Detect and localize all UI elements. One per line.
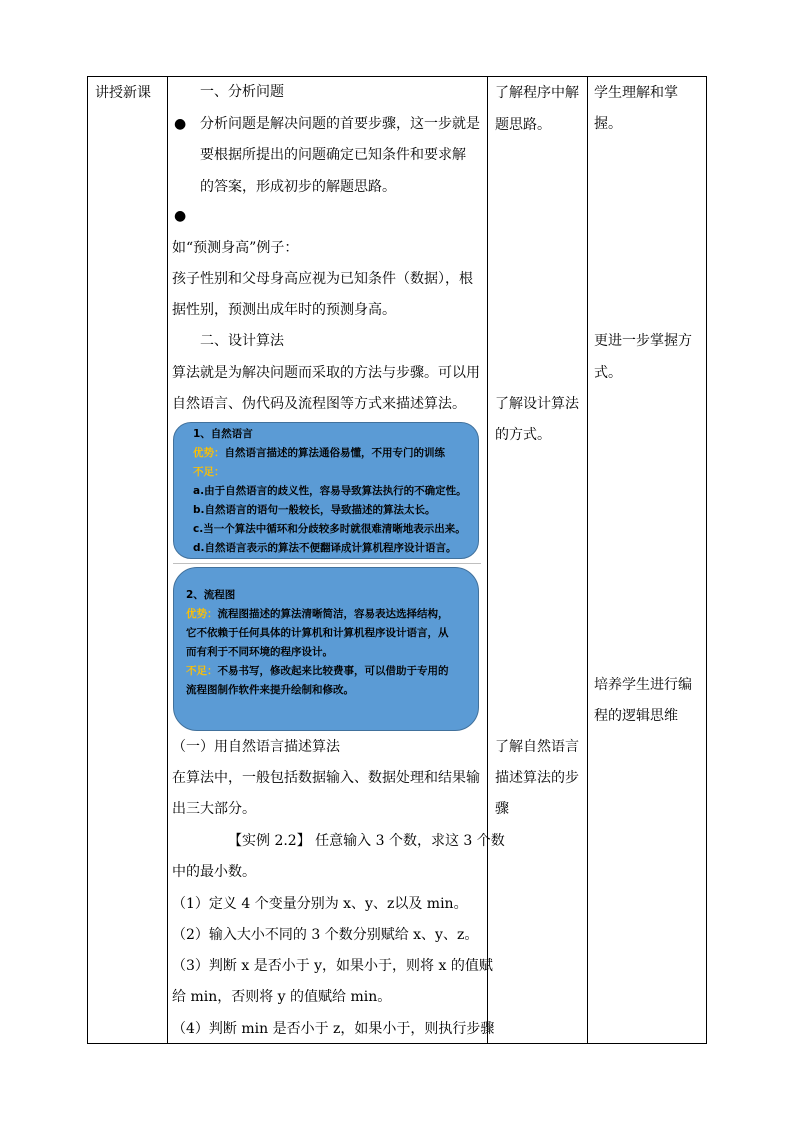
goal1-line2: 题思路。 xyxy=(495,117,551,133)
box1-title: 1、自然语言 xyxy=(193,428,253,440)
box2-disadvantage xyxy=(186,662,478,681)
box2-adv-line3: 而有利于不同环境的程序设计。 xyxy=(186,646,333,658)
intent3-line1: 培养学生进行编 xyxy=(594,677,692,693)
intent3-line2: 程的逻辑思维 xyxy=(594,708,678,724)
bullet-1: ● xyxy=(174,116,187,132)
subsection1-line1: 在算法中，一般包括数据输入、数据处理和结果输 xyxy=(172,770,480,786)
goal3-line1: 了解自然语言 xyxy=(495,739,579,755)
goal3-line2: 描述算法的步 xyxy=(495,770,579,786)
box2-title: 2、流程图 xyxy=(186,589,236,601)
box1-adv-label: 优势： xyxy=(193,447,225,459)
step-3-line2: 给 min，否则将 y 的值赋给 min。 xyxy=(172,989,392,1005)
box2-dis-line2: 流程图制作软件来提升绘制和修改。 xyxy=(186,684,354,696)
example-line2: 据性别，预测出成年时的预测身高。 xyxy=(172,302,396,318)
intent2-line2: 式。 xyxy=(594,365,622,381)
box2-dis-line1: 不易书写，修改起来比较费事，可以借助于专用的 xyxy=(217,665,449,677)
goal3-line3: 骤 xyxy=(495,801,509,817)
col-divider-1 xyxy=(167,76,168,1044)
section2-title: 二、设计算法 xyxy=(200,333,284,349)
box2-adv-line2: 它不依赖于任何具体的计算机和计算机程序设计语言，从 xyxy=(186,627,449,639)
bullet-2: ● xyxy=(174,208,187,224)
step-2: （2）输入大小不同的 3 个数分别赋给 x、y、z。 xyxy=(172,927,479,943)
step-1: （1）定义 4 个变量分别为 x、y、z以及 min。 xyxy=(172,896,468,912)
step-3-line1: （3）判断 x 是否小于 y，如果小于，则将 x 的值赋 xyxy=(172,958,493,974)
box1-advantage xyxy=(193,444,478,463)
section2-line1: 算法就是为解决问题而采取的方法与步骤。可以用 xyxy=(172,365,480,381)
instance-line2: 中的最小数。 xyxy=(172,864,256,880)
example-line1: 孩子性别和父母身高应视为已知条件（数据），根 xyxy=(172,271,473,287)
box1-adv-text: 自然语言描述的算法通俗易懂，不用专门的训练 xyxy=(224,447,445,459)
box1-item-d: d.自然语言表示的算法不便翻译成计算机程序设计语言。 xyxy=(193,542,457,554)
box1-item-c: c.当一个算法中循环和分歧较多时就很难清晰地表示出来。 xyxy=(193,523,466,535)
lesson-table xyxy=(87,76,707,1044)
table-left-border xyxy=(87,76,88,1044)
box2-advantage xyxy=(186,605,478,624)
section2-line2: 自然语言、伪代码及流程图等方式来描述算法。 xyxy=(172,396,466,412)
subsection1-line2: 出三大部分。 xyxy=(172,801,256,817)
step-4-line1: （4）判断 min 是否小于 z，如果小于，则执行步骤 xyxy=(172,1021,495,1037)
box1-item-a: a.由于自然语言的歧义性，容易导致算法执行的不确定性。 xyxy=(193,485,467,497)
intent2-line1: 更进一步掌握方 xyxy=(594,333,692,349)
section1-text-line1: 分析问题是解决问题的首要步骤，这一步就是 xyxy=(200,116,480,132)
section1-title: 一、分析问题 xyxy=(200,84,284,100)
col-divider-3 xyxy=(587,76,588,1044)
box-separator xyxy=(173,563,481,564)
section1-text-line3: 的答案，形成初步的解题思路。 xyxy=(200,179,396,195)
natural-language-box xyxy=(173,422,479,559)
section-label: 讲授新课 xyxy=(95,85,151,101)
table-right-border xyxy=(706,76,707,1044)
intent1-line1: 学生理解和掌握。 xyxy=(594,85,678,132)
goal2-line2: 的方式。 xyxy=(495,427,551,443)
section1-text-line2: 要根据所提出的问题确定已知条件和要求解 xyxy=(200,147,466,163)
box2-adv-line1: 流程图描述的算法清晰简洁，容易表达选择结构， xyxy=(217,608,449,620)
col-divider-2 xyxy=(487,76,488,1044)
flowchart-box xyxy=(173,567,479,731)
instance-line1: 【实例 2.2】 任意输入 3 个数，求这 3 个数 xyxy=(228,833,505,849)
example-intro: 如“预测身高”例子： xyxy=(172,240,299,256)
goal1-line1: 了解程序中解 xyxy=(495,85,579,101)
box1-dis-label: 不足： xyxy=(193,466,225,478)
subsection1-title: （一）用自然语言描述算法 xyxy=(172,739,340,755)
box2-dis-label: 不足： xyxy=(186,665,218,677)
box2-adv-label: 优势： xyxy=(186,608,218,620)
box1-item-b: b.自然语言的语句一般较长，导致描述的算法太长。 xyxy=(193,504,436,516)
goal2-line1: 了解设计算法 xyxy=(495,396,579,412)
